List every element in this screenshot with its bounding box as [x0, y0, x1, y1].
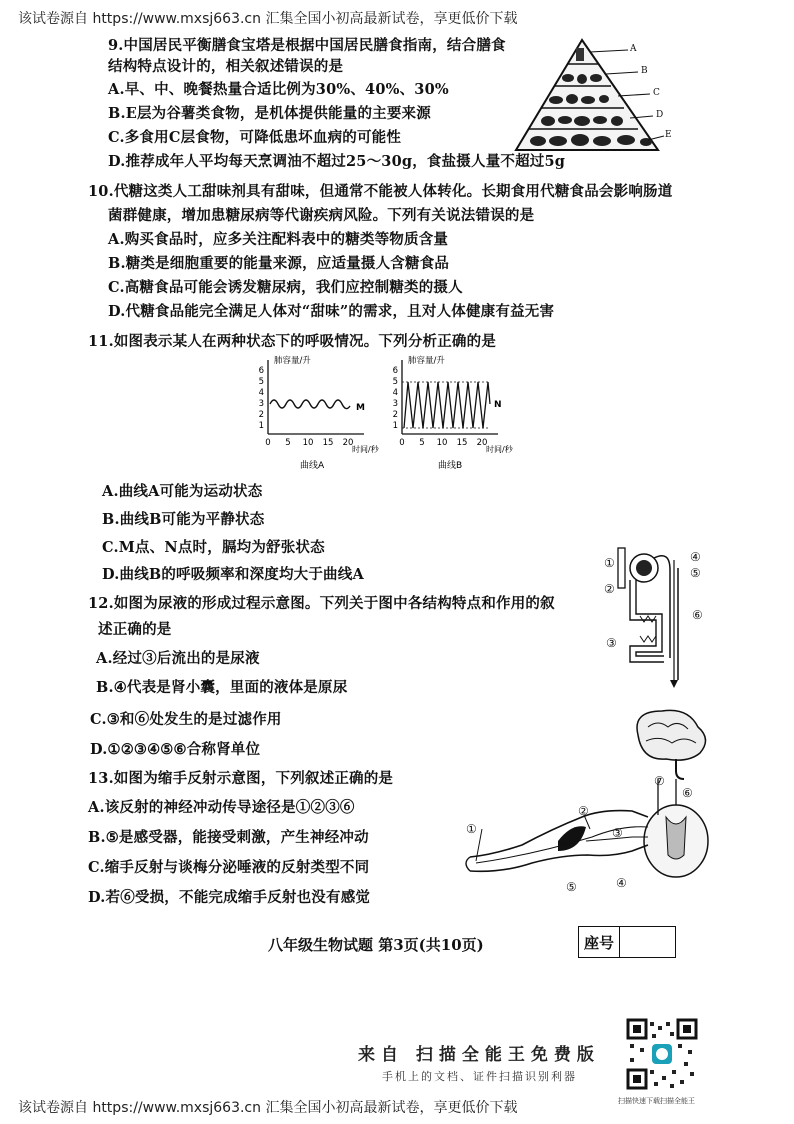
chart-b-xtick: 15: [456, 438, 468, 448]
chart-a-xlabel: 时间/秒: [352, 445, 379, 454]
chart-b-ytick: 2: [392, 410, 398, 420]
chart-b-caption: 曲线B: [438, 461, 463, 471]
q11-stem: 11.如图表示某人在两种状态下的呼吸情况。下列分析正确的是: [88, 333, 497, 350]
q11-option-c: C.M点、N点时，膈均为舒张状态: [102, 539, 325, 556]
breathing-chart-b: [386, 354, 526, 472]
source-footer: 该试卷源自 https://www.mxsj663.cn 汇集全国小初高最新试卷，享更低价下载: [18, 1100, 518, 1116]
q10-stem-line2: 菌群健康，增加患糖尿病等代谢疾病风险。下列有关说法错误的是: [108, 207, 535, 224]
q12-stem-line1: 12.如图为尿液的形成过程示意图。下列关于图中各结构特点和作用的叙: [88, 595, 555, 612]
chart-a-ytick: 1: [258, 421, 264, 431]
q10-option-d: D.代糖食品能完全满足人体对“甜味”的需求，且对人体健康有益无害: [108, 303, 555, 320]
source-header: 该试卷源自 https://www.mxsj663.cn 汇集全国小初高最新试卷，享更低价下载: [18, 11, 518, 27]
q12-option-a: A.经过③后流出的是尿液: [96, 650, 260, 667]
q11-option-b: B.曲线B可能为平静状态: [102, 511, 265, 528]
chart-a-xtick: 0: [265, 438, 271, 448]
page-footer: 八年级生物试题 第3页(共10页): [268, 936, 484, 954]
chart-a-ytick: 3: [258, 399, 264, 409]
q12-stem-line2: 述正确的是: [98, 621, 172, 638]
chart-a-curve: [270, 400, 350, 409]
nephron-label-1: ①: [604, 556, 615, 570]
nephron-label-6: ⑥: [692, 608, 703, 622]
chart-b-ytick: 6: [392, 366, 398, 376]
reflex-label-5: ⑤: [566, 880, 577, 894]
q12-option-d: D.①②③④⑤⑥合称肾单位: [90, 741, 261, 758]
chart-a-xtick: 5: [285, 438, 291, 448]
q13-option-d: D.若⑥受损，不能完成缩手反射也没有感觉: [88, 889, 371, 906]
reflex-label-4: ④: [616, 876, 627, 890]
scanner-watermark-title: 来自 扫描全能王免费版: [358, 1045, 600, 1065]
chart-b-ytick: 1: [392, 421, 398, 431]
reflex-label-1: ①: [466, 822, 477, 836]
q9-stem-line1: 9.中国居民平衡膳食宝塔是根据中国居民膳食指南，结合膳食: [108, 37, 506, 54]
breathing-chart-a: [252, 354, 382, 472]
q9-option-c: C.多食用C层食物，可降低患坏血病的可能性: [108, 129, 402, 146]
chart-a-ytick: 4: [258, 388, 264, 398]
pyramid-label-b: B: [641, 66, 648, 76]
chart-b-xtick: 10: [436, 438, 448, 448]
chart-b-ytick: 3: [392, 399, 398, 409]
chart-a-ytick: 5: [258, 377, 264, 387]
pyramid-label-d: D: [656, 110, 664, 120]
q13-option-a: A.该反射的神经冲动传导途径是①②③⑥: [88, 799, 355, 816]
q10-option-c: C.高糖食品可能会诱发糖尿病，我们应控制糖类的摄人: [108, 279, 463, 296]
seat-number-box: [578, 926, 676, 958]
chart-b-point-label: N: [494, 400, 502, 410]
muscle-shape: [558, 826, 586, 851]
reflex-arc-figure: [462, 705, 722, 895]
q13-stem: 13.如图为缩手反射示意图，下列叙述正确的是: [88, 770, 394, 787]
q10-option-a: A.购买食品时，应多关注配料表中的糖类等物质含量: [108, 231, 449, 248]
q12-option-b: B.④代表是肾小囊，里面的液体是原尿: [96, 679, 348, 696]
chart-b-xlabel: 时间/秒: [486, 445, 513, 454]
q12-option-c: C.③和⑥处发生的是过滤作用: [90, 711, 282, 728]
chart-a-ytick: 2: [258, 410, 264, 420]
q9-option-d: D.推荐成年人平均每天烹调油不超过25～30g，食盐摄人量不超过5g: [108, 153, 566, 170]
food-pyramid-figure: [510, 38, 670, 156]
chart-a-xtick: 20: [342, 438, 354, 448]
chart-a-caption: 曲线A: [300, 461, 325, 471]
reflex-label-2: ②: [578, 804, 589, 818]
qr-code: [626, 1018, 698, 1090]
q9-option-a: A.早、中、晚餐热量合适比例为30%、40%、30%: [108, 81, 449, 98]
pyramid-label-e: E: [665, 130, 672, 140]
pyramid-label-c: C: [653, 88, 660, 98]
chart-a-xtick: 15: [322, 438, 334, 448]
seat-label: 座号: [579, 927, 620, 957]
chart-a-xtick: 10: [302, 438, 314, 448]
chart-b-curve: [404, 382, 490, 428]
qr-caption: 扫描快速下载扫描全能王: [618, 1097, 695, 1105]
chart-a-point-label: M: [356, 403, 365, 413]
q11-option-a: A.曲线A可能为运动状态: [102, 483, 263, 500]
reflex-label-7: ⑦: [654, 774, 665, 788]
q9-stem-line2: 结构特点设计的，相关叙述错误的是: [108, 58, 344, 75]
nephron-label-4: ④: [690, 550, 701, 564]
chart-b-xtick: 20: [476, 438, 488, 448]
chart-b-ylabel: 肺容量/升: [408, 356, 445, 366]
q10-option-b: B.糖类是细胞重要的能量来源，应适量摄人含糖食品: [108, 255, 450, 272]
reflex-label-6: ⑥: [682, 786, 693, 800]
nephron-label-3: ③: [606, 636, 617, 650]
chart-b-xtick: 0: [399, 438, 405, 448]
brain-shape: [637, 710, 706, 760]
scanner-watermark-subtitle: 手机上的文档、证件扫描识别利器: [382, 1070, 577, 1083]
pyramid-label-a: A: [630, 44, 637, 54]
chart-a-ytick: 6: [258, 366, 264, 376]
nephron-label-2: ②: [604, 582, 615, 596]
q10-stem-line1: 10.代糖这类人工甜味剂具有甜味，但通常不能被人体转化。长期食用代糖食品会影响肠道: [88, 183, 673, 200]
chart-b-ytick: 5: [392, 377, 398, 387]
chart-a-ylabel: 肺容量/升: [274, 356, 311, 366]
reflex-label-3: ③: [612, 826, 623, 840]
q11-option-d: D.曲线B的呼吸频率和深度均大于曲线A: [102, 566, 364, 583]
nephron-label-5: ⑤: [690, 566, 701, 580]
chart-b-xtick: 5: [419, 438, 425, 448]
chart-b-ytick: 4: [392, 388, 398, 398]
q13-option-b: B.⑤是感受器，能接受刺激，产生神经冲动: [88, 829, 369, 846]
q13-option-c: C.缩手反射与谈梅分泌唾液的反射类型不同: [88, 859, 370, 876]
q9-option-b: B.E层为谷薯类食物，是机体提供能量的主要来源: [108, 105, 431, 122]
